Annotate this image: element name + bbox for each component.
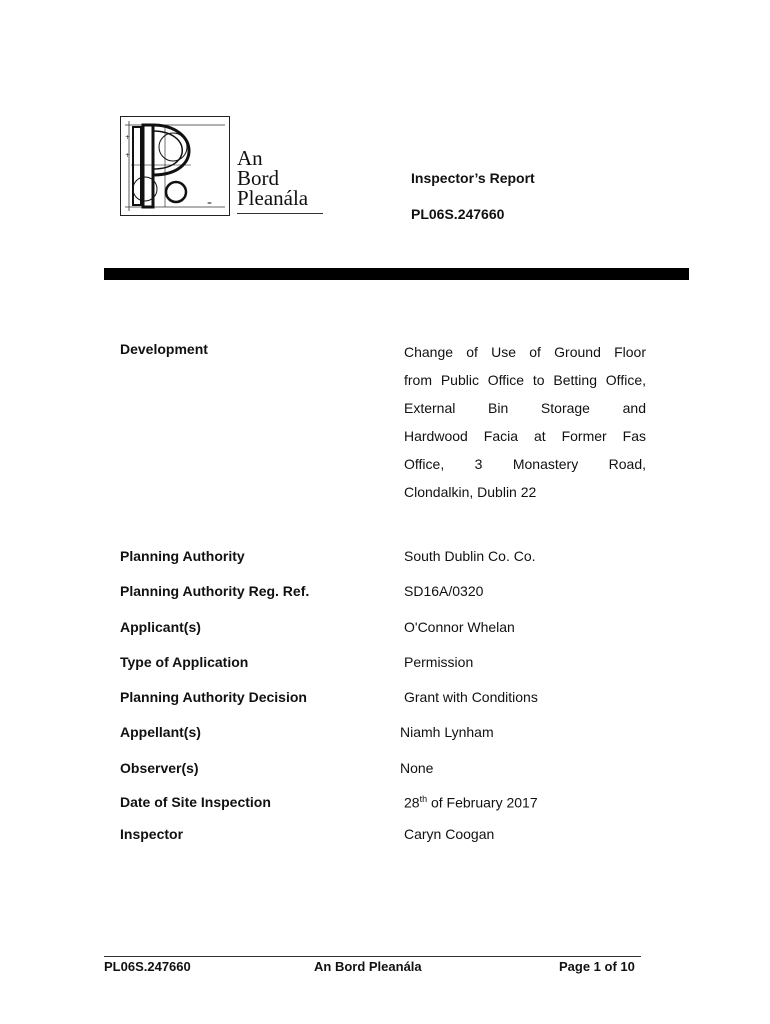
development-line: from Public Office to Betting Office,: [404, 372, 646, 388]
inspector-value: Caryn Coogan: [404, 826, 495, 842]
appellant-label: Appellant(s): [120, 724, 201, 740]
report-reference: PL06S.247660: [411, 206, 505, 222]
site-inspection-date-value: [404, 794, 538, 811]
decision-label: Planning Authority Decision: [120, 689, 307, 705]
observer-label: Observer(s): [120, 760, 199, 776]
observer-value: None: [400, 760, 434, 776]
decision-value: Grant with Conditions: [404, 689, 538, 705]
planning-authority-value: South Dublin Co. Co.: [404, 548, 536, 564]
site-inspection-date-label: Date of Site Inspection: [120, 794, 271, 810]
svg-text:+: +: [125, 152, 131, 159]
footer-divider: [104, 956, 641, 957]
development-line: External Bin Storage and: [404, 400, 646, 416]
header-divider-bar: [104, 268, 689, 280]
footer-reference: PL06S.247660: [104, 959, 191, 974]
reg-ref-label: Planning Authority Reg. Ref.: [120, 583, 310, 599]
appellant-value: Niamh Lynham: [400, 724, 494, 740]
applicant-value: O'Connor Whelan: [404, 619, 515, 635]
inspector-label: Inspector: [120, 826, 184, 842]
date-ordinal-suffix: th: [419, 794, 428, 804]
application-type-label: Type of Application: [120, 654, 249, 670]
footer-organisation: An Bord Pleanála: [314, 959, 422, 974]
logo-line-pleanala: Pleanála: [237, 186, 309, 210]
applicant-label: Applicant(s): [120, 619, 201, 635]
svg-text:=: =: [207, 200, 213, 207]
logo-underline: [237, 213, 323, 214]
date-rest: of February 2017: [427, 794, 538, 811]
logo-line-an: An: [237, 146, 263, 170]
development-line: Change of Use of Ground Floor: [404, 344, 646, 360]
bord-pleanala-p-icon: [121, 117, 229, 215]
logo-wordmark: [237, 148, 308, 208]
application-type-value: Permission: [404, 654, 474, 670]
planning-authority-label: Planning Authority: [120, 548, 245, 564]
logo-emblem: [120, 116, 230, 216]
footer-page-number: Page 1 of 10: [559, 959, 635, 974]
development-line: Clondalkin, Dublin 22: [404, 484, 537, 500]
date-day: 28: [404, 794, 420, 811]
svg-text:+: +: [125, 134, 131, 141]
development-description: [404, 338, 646, 506]
reg-ref-value: SD16A/0320: [404, 583, 484, 599]
report-title: Inspector’s Report: [411, 170, 535, 186]
development-line: Office, 3 Monastery Road,: [404, 456, 646, 472]
logo-line-bord: Bord: [237, 166, 279, 190]
development-label: Development: [120, 341, 208, 357]
development-line: Hardwood Facia at Former Fas: [404, 428, 646, 444]
